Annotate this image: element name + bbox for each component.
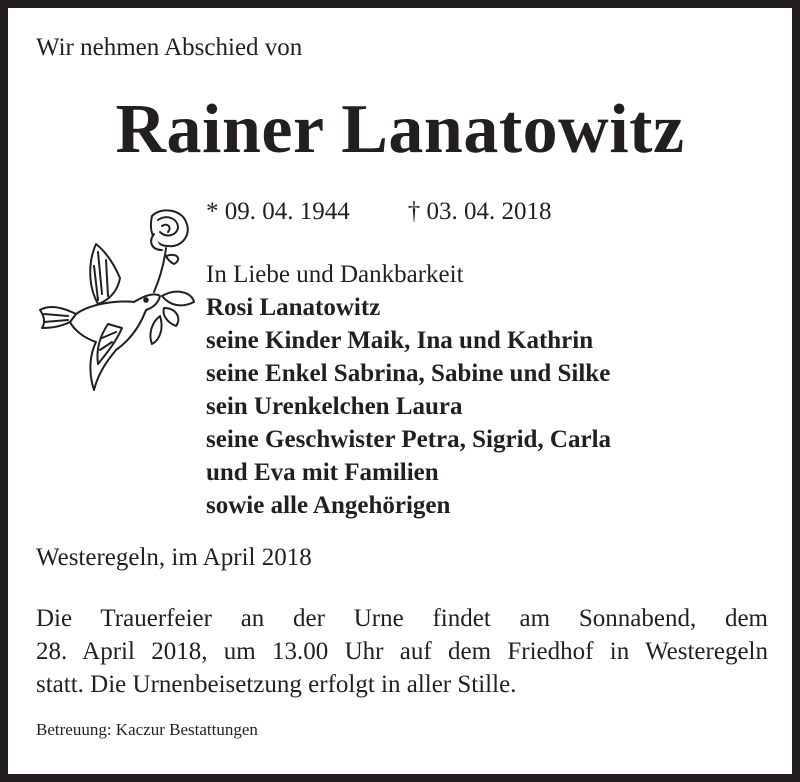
- life-dates: [206, 198, 552, 226]
- intro-line: Wir nehmen Abschied von: [36, 34, 303, 61]
- service-paragraph: [36, 602, 768, 701]
- place-date: Westeregeln, im April 2018: [36, 544, 312, 571]
- mourner-line: seine Geschwister Petra, Sigrid, Carla: [206, 426, 612, 453]
- service-line: 28. April 2018, um 13.00 Uhr auf dem Friedhof in Westeregeln: [36, 638, 768, 665]
- service-line: statt. Die Urnenbeisetzung erfolgt in aller Stille.: [36, 671, 517, 698]
- mourner-line: seine Enkel Sabrina, Sabine und Silke: [206, 360, 611, 387]
- mourner-line: und Eva mit Familien: [206, 459, 439, 486]
- deceased-name: Rainer Lanatowitz: [115, 91, 685, 168]
- dove-with-rose-icon: [36, 204, 206, 399]
- mourner-block: [206, 258, 611, 522]
- mourner-line: Rosi Lanatowitz: [206, 294, 381, 321]
- funeral-home-credit: Betreuung: Kaczur Bestattungen: [36, 720, 258, 739]
- mourner-line: seine Kinder Maik, Ina und Kathrin: [206, 327, 594, 354]
- birth-date: * 09. 04. 1944: [206, 198, 350, 225]
- mourner-line: sowie alle Angehörigen: [206, 492, 451, 519]
- mourner-line: sein Urenkelchen Laura: [206, 393, 463, 420]
- service-line: Die Trauerfeier an der Urne findet am Sonnabend, dem: [36, 605, 768, 632]
- death-date: † 03. 04. 2018: [407, 198, 552, 225]
- dedication-line: In Liebe und Dankbarkeit: [206, 261, 464, 288]
